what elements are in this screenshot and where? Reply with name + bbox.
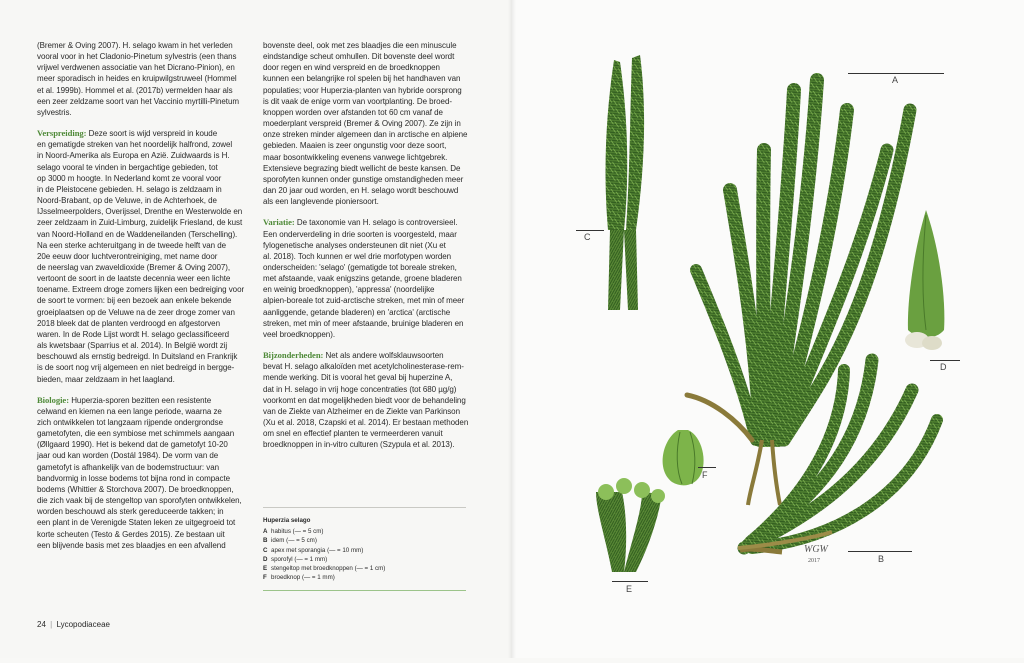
variatie-heading: Variatie: bbox=[263, 217, 295, 228]
text-line: van de Ziekte van Alzheimer en de Ziekte van Parkinson bbox=[263, 406, 460, 416]
text-line: worden beschouwd als sterk gereduceerde takken; in bbox=[37, 507, 224, 517]
text-line: om snel en effectief planten te vermeerderen vanuit bbox=[263, 429, 443, 439]
scale-bar-f bbox=[698, 467, 716, 468]
text-line: een zeer zeldzame soort van het Vaccinio myrtilli-Pinetum bbox=[37, 96, 239, 106]
label-f: F bbox=[702, 470, 708, 480]
label-a: A bbox=[892, 75, 899, 85]
text-line: zich ontwikkelen tot langzaam rijpende ondergrondse bbox=[37, 418, 224, 427]
text-line: sylvestris. bbox=[37, 107, 72, 117]
specimen-f-gemma bbox=[663, 430, 704, 485]
text-line: waren. In de Rode Lijst wordt H. selago geclassificeerd bbox=[37, 329, 230, 339]
legend-item: A habitus (— = 5 cm) bbox=[263, 528, 324, 536]
bijzonderheden-heading: Bijzonderheden: bbox=[263, 350, 324, 361]
text-line: in Noord-Amerika als Europa en Azië. Zuidwaards is H. bbox=[37, 151, 230, 161]
text-line: toename. Extreem droge zomers lijken een bedreiging voor bbox=[37, 285, 245, 295]
text-line: Verspreiding: Deze soort is wijd verspreid in koude bbox=[37, 128, 218, 139]
text-line: Een onderverdeling in drie soorten is voorgesteld, maar bbox=[263, 229, 457, 239]
text-line: gebieden. Maaien is zeer ongunstig voor deze soort, bbox=[263, 141, 447, 151]
text-line: kunnen een belangrijke rol spelen bij het handhaven van bbox=[263, 74, 461, 84]
legend-item: E stengeltop met broedknoppen (— = 1 cm) bbox=[263, 565, 386, 573]
legend-item: D sporofyl (— = 1 mm) bbox=[263, 555, 328, 563]
text-line: maar bosontwikkeling evenens vanwege lichtgebrek. bbox=[263, 152, 448, 162]
text-line: 2018 bleek dat de planten verdroogd en afgestorven bbox=[37, 318, 220, 328]
text-line: als een langlevende pioniersoort. bbox=[263, 197, 379, 207]
text-line: et al. 1999b). Hommel et al. (2017b) vermelden haar als bbox=[37, 85, 233, 95]
text-line: onderscheiden: 'selago' (gematigde tot boreale streken, bbox=[263, 262, 457, 272]
botanical-plate bbox=[512, 0, 1024, 658]
text-line: dan 20 jaar oud worden, en H. selago wordt beschouwd bbox=[263, 186, 459, 196]
text-line: (Bremer & Oving 2007). H. selago kwam in het verleden bbox=[37, 41, 233, 50]
bijzonderheden-paragraph bbox=[263, 350, 473, 450]
text-line: de neerslag van zwaveldioxide (Bremer & Oving 2007), bbox=[37, 262, 231, 272]
text-line: vrijwel verdwenen associatie van het Dicrano-Pinion), en bbox=[37, 63, 235, 73]
text-line: streken, met min of meer afstaande, bruinige bladeren en bbox=[263, 318, 464, 328]
text-line: meer sporadisch in heides en kruipwilgstruweel (Hommel bbox=[37, 74, 237, 84]
scale-bar-a bbox=[848, 73, 944, 74]
text-line: groeiplaatsen op de Veluwe na de zeer droge zomer van bbox=[37, 307, 235, 317]
scale-bar-b bbox=[848, 551, 912, 552]
specimen-e-stem-top bbox=[596, 478, 665, 572]
right-text-column bbox=[263, 40, 473, 460]
text-line: dat in H. selago in vrij hoge concentraties (tot 680 µg/g) bbox=[263, 384, 457, 394]
text-line: IJsselmeerpolders, Overijssel, Drenthe en Westerwolde en bbox=[37, 207, 243, 217]
text-line: moederplant verspreid (Bremer & Oving 2007). Ze zijn in bbox=[263, 119, 461, 129]
scale-bar-e bbox=[612, 581, 648, 582]
text-line: korte scheuten (Testo & Gerdes 2015). Ze bestaan uit bbox=[37, 529, 225, 539]
text-line: door regen en wind verspreid en de broedknoppen bbox=[263, 63, 440, 73]
text-line: is de soort nog vrij algemeen en niet bedreigd in bergge- bbox=[37, 363, 235, 373]
text-line: die zich vaak bij de stengeltop van sporofyten ontwikkelen, bbox=[37, 496, 242, 506]
text-line: vooral voor in het Cladonio-Pinetum sylvestris (een thans bbox=[37, 52, 237, 62]
text-line: (Xu et al. 2018, Czapski et al. 2014). Er bestaan methoden bbox=[263, 418, 469, 427]
text-line: voorkomt en dat mogelijkheden biedt voor de behandeling bbox=[263, 395, 466, 405]
text-line: Noord-Brabant, op de Veluwe, in de Achterhoek, de bbox=[37, 196, 217, 206]
text-line: gametofyten, die een symbiose met schimmels aangaan bbox=[37, 429, 235, 439]
text-line: veel broedknoppen). bbox=[263, 329, 335, 339]
text-line: een blijvende basis met zes blaadjes en een afvallend bbox=[37, 540, 226, 550]
legend-bottom-rule bbox=[263, 590, 466, 591]
text-line: Variatie: De taxonomie van H. selago is controversieel. bbox=[263, 217, 458, 228]
text-line: knoppen worden over afstanden tot 60 cm vanaf de bbox=[263, 107, 443, 117]
label-c: C bbox=[584, 232, 591, 242]
text-line: bevat H. selago alkaloïden met acetylcholinesterase-rem- bbox=[263, 362, 464, 372]
left-text-column bbox=[37, 40, 259, 561]
text-line: beschouwd als ernstig bedreigd. In Duitsland en Frankrijk bbox=[37, 352, 238, 362]
text-line: als kwetsbaar (Sparrius et al. 2014). In België wordt zij bbox=[37, 341, 228, 351]
legend-item: C apex met sporangia (— = 10 mm) bbox=[263, 546, 364, 554]
footer-separator: | bbox=[50, 620, 53, 629]
specimen-d-sporophyll bbox=[905, 210, 944, 350]
page-number: 24 bbox=[37, 620, 46, 629]
continued-paragraph bbox=[263, 40, 473, 207]
text-line: eindstandige scheut omhullen. Dit bovenste deel wordt bbox=[263, 52, 455, 62]
label-e: E bbox=[626, 584, 633, 594]
page-footer bbox=[37, 620, 110, 629]
verspreiding-paragraph bbox=[37, 128, 259, 385]
text-line: een plant in de Verenigde Staten leken ze uitgegroeid tot bbox=[37, 518, 236, 528]
text-line: en weinig broedknoppen), 'appressa' (noordelijke bbox=[263, 285, 435, 295]
text-line: met afstaande, vaak enigszins getande, groene bladeren bbox=[263, 274, 462, 284]
text-line: Extensieve begrazing biedt wellicht de beste kansen. De bbox=[263, 163, 461, 173]
text-line: vertoont de soort in de laatste decennia weer een lichte bbox=[37, 274, 231, 284]
biologie-paragraph bbox=[37, 395, 259, 551]
scale-bar-d bbox=[930, 360, 960, 361]
family-name: Lycopodiaceae bbox=[56, 620, 110, 629]
intro-paragraph bbox=[37, 40, 259, 118]
verspreiding-heading: Verspreiding: bbox=[37, 128, 87, 139]
text-line: bieden, maar zeldzaam in het laagland. bbox=[37, 374, 175, 384]
text-line: bovenste deel, ook met zes blaadjes die een minuscule bbox=[263, 41, 457, 50]
text-line: 20e eeuw door luchtverontreiniging, met name door bbox=[37, 251, 218, 261]
text-line: onze streken minder algemeen dan in arctische en alpiene bbox=[263, 130, 468, 140]
text-line: zeer zeldzaam in Zuid-Limburg, zuidelijk Friesland, de kust bbox=[37, 218, 243, 228]
legend-item: B idem (— = 5 cm) bbox=[263, 537, 317, 545]
text-line: en gematigde streken van het noordelijk halfrond, zowel bbox=[37, 140, 233, 150]
variatie-paragraph bbox=[263, 217, 473, 340]
text-line: op 3000 m hoogte. In Nederland komt ze vooral voor bbox=[37, 173, 222, 183]
text-line: jaar oud kan worden (Dostál 1984). De vorm van de bbox=[37, 451, 219, 461]
specimen-c-apex bbox=[606, 55, 645, 310]
text-line: van Noord-Holland en de Waddeneilanden (Terschelling). bbox=[37, 229, 238, 239]
text-line: populaties; voor Huperzia-planten van hybride oorsprong bbox=[263, 85, 462, 95]
text-line: in de Pleistocene gebieden. H. selago is zeldzaam in bbox=[37, 184, 222, 194]
text-line: aanliggende, getande bladeren) en 'arctica' (arctische bbox=[263, 307, 451, 317]
text-line: (Øllgaard 1990). Het is bekend dat de gametofyt 10-20 bbox=[37, 440, 228, 450]
artist-signature-year: 2017 bbox=[808, 558, 820, 564]
text-line: bandvormig in losse bodems tot bijna rond in compacte bbox=[37, 473, 231, 483]
text-line: fylogenetische analyses ondersteunen dit niet (Xu et bbox=[263, 240, 446, 250]
text-line: celwand en kiemen na een lange periode, waarna ze bbox=[37, 406, 222, 416]
text-line: broedknoppen in in-vitro culturen (Szypula et al. 2013). bbox=[263, 440, 455, 450]
legend-item: F broedknop (— = 1 mm) bbox=[263, 574, 335, 582]
text-line: de soort te vormen: bij een bezoek aan enkele bekende bbox=[37, 296, 232, 306]
text-line: mende werking. Dit is vooral het geval bij huperzine A, bbox=[263, 373, 453, 383]
text-line: sporofyten kunnen onder gunstige omstandigheden meer bbox=[263, 174, 464, 184]
text-line: gametofyt is afhankelijk van de bodemstructuur: van bbox=[37, 462, 219, 472]
text-line: Na een sterke achteruitgang in de tweede helft van de bbox=[37, 240, 227, 250]
plate-illustration bbox=[512, 0, 1024, 658]
legend-title: Huperzia selago bbox=[263, 517, 311, 524]
text-line: selago vooral te vinden in bergachtige gebieden, tot bbox=[37, 162, 218, 172]
biologie-heading: Biologie: bbox=[37, 394, 70, 405]
figure-legend bbox=[263, 507, 468, 582]
text-line: Biologie: Huperzia-sporen bezitten een resistente bbox=[37, 394, 212, 405]
text-line: alpien-boreale tot zuid-arctische streken, met min of meer bbox=[263, 296, 465, 306]
label-d: D bbox=[940, 362, 947, 372]
text-line: is dit vaak de enige vorm van voortplanting. De broed- bbox=[263, 96, 452, 106]
label-b: B bbox=[878, 554, 885, 564]
artist-signature: WGW bbox=[804, 544, 828, 555]
text-line: bodems (Whittier & Storchova 2007). De broedknoppen, bbox=[37, 484, 234, 494]
text-line: al. 2018). Toch kunnen er wel drie morfotypen worden bbox=[263, 251, 452, 261]
text-line: Bijzonderheden: Net als andere wolfsklauwsoorten bbox=[263, 350, 444, 361]
scale-bar-c bbox=[576, 230, 604, 231]
